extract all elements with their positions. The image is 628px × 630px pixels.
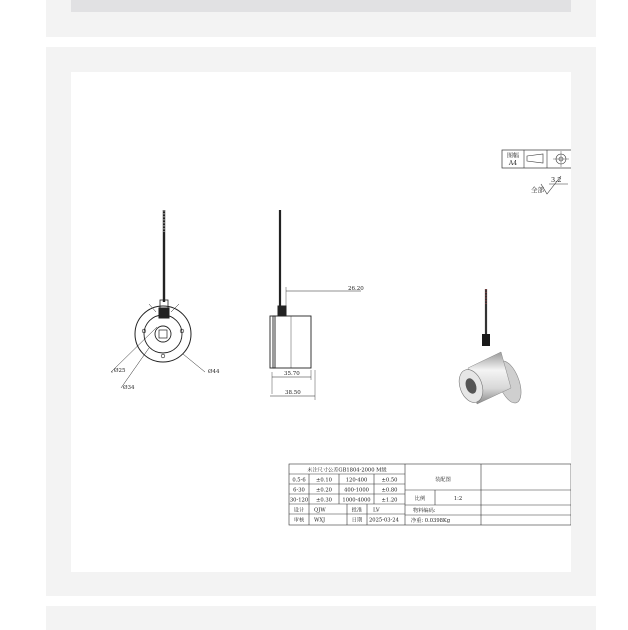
previous-card bbox=[46, 0, 596, 37]
date-value: 2025-03-24 bbox=[369, 517, 399, 524]
tolerance-header: 未注尺寸公差GB1804-2000 M级 bbox=[307, 467, 387, 474]
product-image-card bbox=[46, 47, 596, 596]
tol-cell: 0.5-6 bbox=[292, 477, 306, 484]
dim-cable-offset: 26.20 bbox=[348, 286, 364, 292]
review-label: 审核 bbox=[293, 517, 305, 524]
material-code: 物料编码: bbox=[413, 508, 436, 514]
previous-image-strip bbox=[71, 0, 571, 12]
tol-cell: ±1.20 bbox=[381, 497, 398, 504]
front-view bbox=[111, 210, 205, 388]
scale-value: 1:2 bbox=[453, 496, 463, 502]
projection-cone-icon bbox=[527, 154, 543, 163]
sheet-format-box bbox=[502, 150, 571, 168]
tol-cell: 6-30 bbox=[293, 487, 305, 494]
tol-cell: 400-1000 bbox=[344, 487, 369, 494]
surface-finish-value: 3.2 bbox=[551, 176, 562, 184]
dim-body-length: 35.70 bbox=[284, 371, 300, 377]
isometric-view bbox=[455, 289, 526, 406]
dim-inner-diameter: Ø25 bbox=[114, 368, 126, 374]
tol-cell: ±0.10 bbox=[316, 477, 332, 484]
approve-label: 批准 bbox=[351, 507, 363, 514]
dim-outer-diameter: Ø44 bbox=[208, 369, 220, 375]
technical-drawing-image[interactable] bbox=[71, 72, 571, 572]
tol-cell: ±0.30 bbox=[316, 497, 332, 504]
tol-cell: 120-400 bbox=[345, 477, 368, 484]
tol-cell: ±0.50 bbox=[381, 477, 398, 484]
surface-finish-label: 全部 bbox=[531, 186, 544, 194]
surface-finish-symbol bbox=[531, 176, 568, 194]
dim-mid-diameter: Ø34 bbox=[123, 385, 135, 391]
sheet-box-line2: A4 bbox=[508, 160, 518, 167]
tol-cell: 1000-4000 bbox=[342, 497, 371, 504]
drawing-type: 装配图 bbox=[435, 477, 451, 483]
next-card bbox=[46, 606, 596, 630]
drawing-canvas bbox=[71, 72, 571, 572]
dim-total-length: 38.50 bbox=[285, 390, 301, 396]
tol-cell: 30-120 bbox=[289, 497, 309, 504]
design-label: 设计 bbox=[293, 507, 305, 514]
sheet-box-line1: 图幅 bbox=[506, 152, 520, 160]
net-weight: 净重: 0.0398Kg bbox=[411, 518, 451, 524]
date-label: 日期 bbox=[351, 517, 363, 524]
scale-label: 比例 bbox=[414, 496, 426, 502]
approve-value: LV bbox=[373, 507, 380, 514]
tol-cell: ±0.80 bbox=[381, 487, 398, 494]
tol-cell: ±0.20 bbox=[316, 487, 332, 494]
design-value: QJW bbox=[314, 507, 326, 514]
review-value: WXJ bbox=[314, 517, 326, 524]
